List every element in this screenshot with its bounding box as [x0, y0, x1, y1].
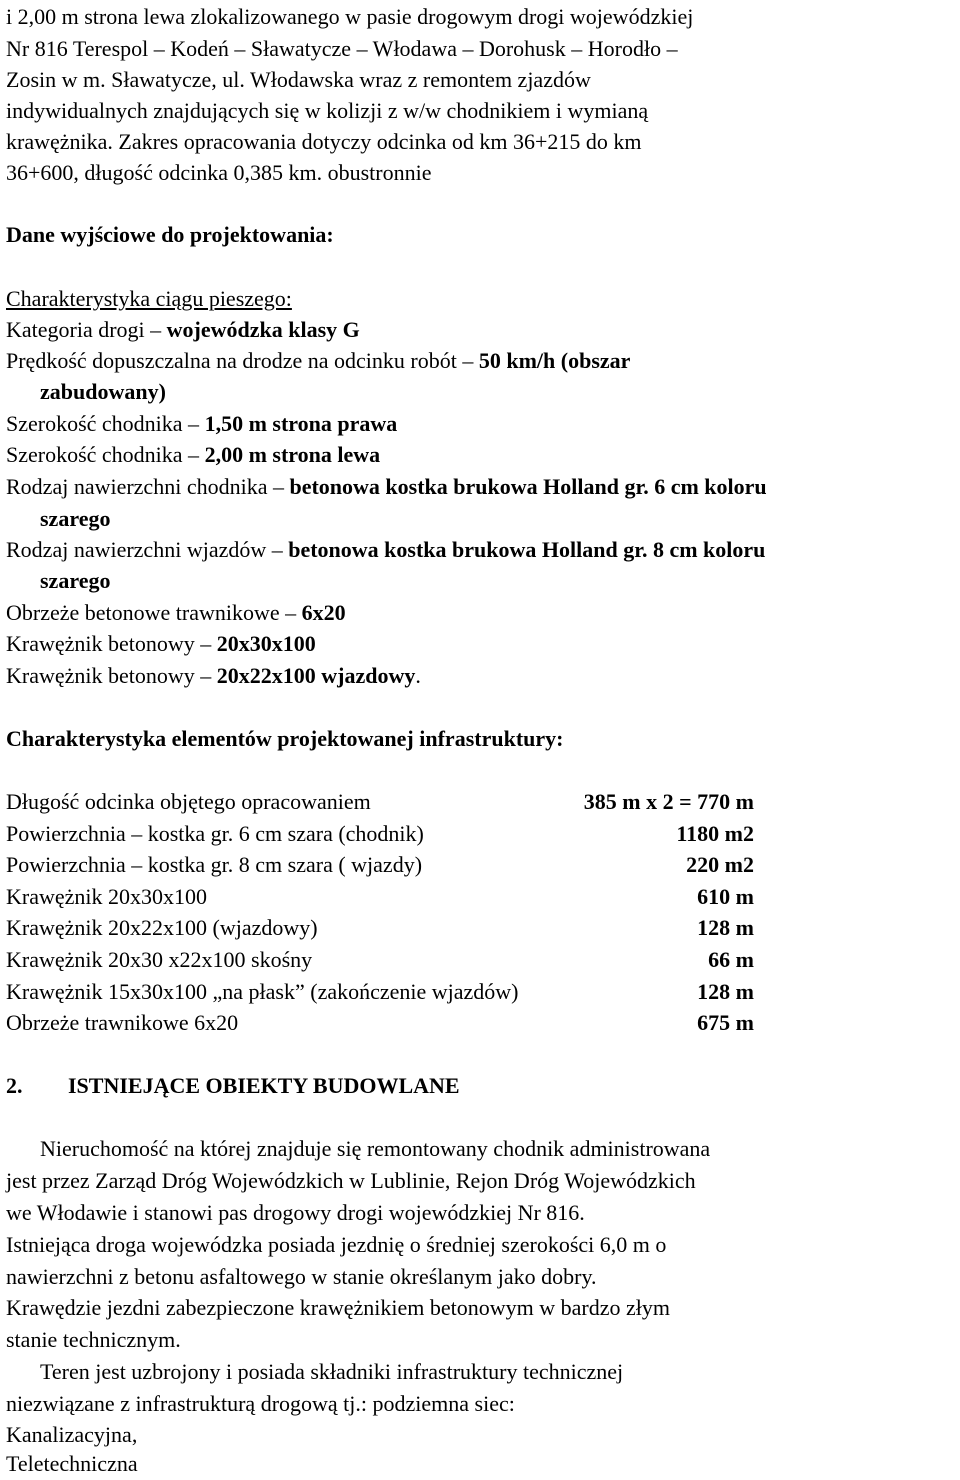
design-item-suffix: .	[415, 663, 421, 688]
infrastructure-row-value: 128 m	[697, 979, 754, 1004]
design-item-label: Obrzeże betonowe trawnikowe –	[6, 600, 302, 625]
design-item-label: Kategoria drogi –	[6, 317, 167, 342]
design-item	[6, 535, 765, 566]
infrastructure-row-value: 675 m	[697, 1010, 754, 1035]
design-item	[6, 472, 767, 503]
design-item-label: Krawężnik betonowy –	[6, 631, 217, 656]
design-item-value: 20x22x100 wjazdowy	[216, 663, 416, 688]
design-item-label: Rodzaj nawierzchni wjazdów –	[6, 537, 289, 562]
design-item-label: Rodzaj nawierzchni chodnika –	[6, 474, 290, 499]
intro-line: krawężnika. Zakres opracowania dotyczy odcinka od km 36+215 do km	[6, 129, 642, 154]
design-item-value: szarego	[40, 506, 111, 531]
intro-line: Nr 816 Terespol – Kodeń – Sławatycze – Włodawa – Dorohusk – Horodło –	[6, 36, 678, 61]
design-item-label: Krawężnik betonowy –	[6, 663, 217, 688]
infrastructure-row-label: Krawężnik 20x30 x22x100 skośny	[6, 947, 313, 972]
design-item	[6, 409, 397, 440]
section-2-line: Teletechniczna	[6, 1451, 138, 1476]
design-item	[6, 440, 380, 471]
intro-line: i 2,00 m strona lewa zlokalizowanego w pasie drogowym drogi wojewódzkiej	[6, 4, 694, 29]
design-data-subheading: Charakterystyka ciągu pieszego:	[6, 286, 292, 311]
design-item	[6, 629, 316, 660]
design-item	[6, 315, 360, 346]
design-item-value: wojewódzka klasy G	[166, 317, 360, 342]
design-item-value: 6x20	[301, 600, 346, 625]
infrastructure-row-label: Krawężnik 15x30x100 „na płask” (zakończenie wjazdów)	[6, 979, 519, 1004]
infrastructure-row-value: 220 m2	[686, 852, 754, 877]
infrastructure-row-label: Krawężnik 20x22x100 (wjazdowy)	[6, 915, 318, 940]
infrastructure-row-label: Długość odcinka objętego opracowaniem	[6, 789, 371, 814]
design-item-label: Prędkość dopuszczalna na drodze na odcinku robót –	[6, 348, 479, 373]
section-title: ISTNIEJĄCE OBIEKTY BUDOWLANE	[68, 1073, 460, 1098]
infrastructure-row-value: 66 m	[708, 947, 754, 972]
infrastructure-heading: Charakterystyka elementów projektowanej infrastruktury:	[6, 726, 564, 751]
infrastructure-row-label: Powierzchnia – kostka gr. 6 cm szara (chodnik)	[6, 821, 424, 846]
section-2-heading	[0, 1071, 960, 1102]
design-item-value: 50 km/h (obszar	[478, 348, 631, 373]
design-item-value: 2,00 m strona lewa	[204, 442, 381, 467]
design-item-value: 1,50 m strona prawa	[204, 411, 398, 436]
section-2-line: stanie technicznym.	[6, 1327, 181, 1352]
design-item-label: Szerokość chodnika –	[6, 442, 205, 467]
design-item-label: Szerokość chodnika –	[6, 411, 205, 436]
infrastructure-row-label: Powierzchnia – kostka gr. 8 cm szara ( wjazdy)	[6, 852, 423, 877]
design-item	[6, 661, 421, 692]
infrastructure-row-label: Obrzeże trawnikowe 6x20	[6, 1010, 239, 1035]
infrastructure-row-value: 610 m	[697, 884, 754, 909]
design-item-value: szarego	[40, 568, 111, 593]
infrastructure-row-value: 128 m	[697, 915, 754, 940]
section-2-line: Teren jest uzbrojony i posiada składniki infrastruktury technicznej	[40, 1359, 624, 1384]
design-item-value: zabudowany)	[40, 379, 166, 404]
design-item-continuation	[40, 377, 166, 408]
intro-line: 36+600, długość odcinka 0,385 km. obustronnie	[6, 160, 432, 185]
section-2-line: Nieruchomość na której znajduje się remontowany chodnik administrowana	[40, 1136, 711, 1161]
section-2-line: we Włodawie i stanowi pas drogowy drogi wojewódzkiej Nr 816.	[6, 1200, 585, 1225]
design-data-heading: Dane wyjściowe do projektowania:	[6, 222, 334, 247]
section-2-line: niezwiązane z infrastrukturą drogową tj.: podziemna siec:	[6, 1391, 515, 1416]
infrastructure-row-value: 385 m x 2 = 770 m	[583, 789, 754, 814]
section-2-line: jest przez Zarząd Dróg Wojewódzkich w Lublinie, Rejon Dróg Wojewódzkich	[6, 1168, 696, 1193]
design-item	[6, 598, 346, 629]
infrastructure-row-label: Krawężnik 20x30x100	[6, 884, 208, 909]
section-2-line: Istniejąca droga wojewódzka posiada jezdnię o średniej szerokości 6,0 m o	[6, 1232, 667, 1257]
infrastructure-row-value: 1180 m2	[676, 821, 754, 846]
intro-line: indywidualnych znajdujących się w kolizji z w/w chodnikiem i wymianą	[6, 98, 649, 123]
design-item-value: betonowa kostka brukowa Holland gr. 6 cm koloru	[289, 474, 767, 499]
section-2-line: Krawędzie jezdni zabezpieczone krawężnikiem betonowym w bardzo złym	[6, 1295, 670, 1320]
section-2-line: Kanalizacyjna,	[6, 1422, 138, 1447]
section-number: 2.	[6, 1073, 23, 1098]
design-item-value: betonowa kostka brukowa Holland gr. 8 cm koloru	[288, 537, 766, 562]
design-item-continuation	[40, 566, 110, 597]
design-item	[6, 346, 630, 377]
intro-line: Zosin w m. Sławatycze, ul. Włodawska wraz z remontem zjazdów	[6, 67, 591, 92]
design-item-value: 20x30x100	[216, 631, 316, 656]
section-2-line: nawierzchni z betonu asfaltowego w stanie określanym jako dobry.	[6, 1264, 597, 1289]
design-item-continuation	[40, 504, 110, 535]
